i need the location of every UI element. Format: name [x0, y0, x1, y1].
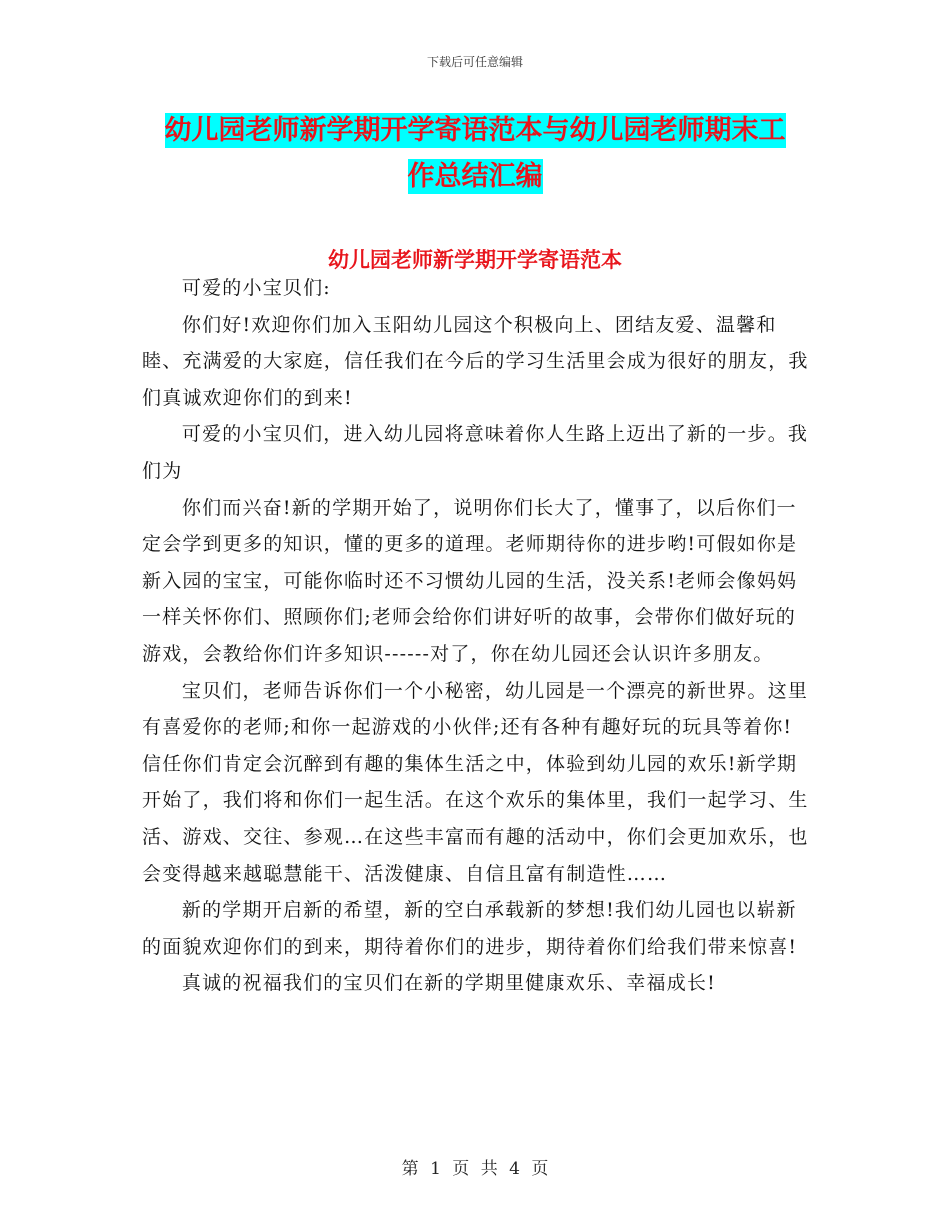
document-title	[140, 108, 810, 200]
page-number-footer: 第 1 页 共 4 页	[401, 1159, 549, 1179]
document-title-line-1: 幼儿园老师新学期开学寄语范本与幼儿园老师期末工	[164, 115, 786, 146]
paragraph-greeting: 可爱的小宝贝们:	[181, 277, 331, 299]
page-header-note: 下载后可任意编辑	[426, 55, 523, 69]
paragraph: 你们而兴奋!新的学期开始了，说明你们长大了，懂事了，以后你们一定会学到更多的知识，懂的更多的道理。老师期待你的进步哟!可假如你是新入园的宝宝，可能你临时还不习惯幼儿园的生活，没关系!老师会像妈妈一样关怀你们、照顾你们;老师会给你们讲好听的故事，会带你们做好玩的游戏，会教给你们许多知识------对了，你在幼儿园还会认识许多朋友。	[142, 496, 798, 665]
paragraph: 可爱的小宝贝们，进入幼儿园将意味着你人生路上迈出了新的一步。我们为	[142, 423, 809, 482]
section-title: 幼儿园老师新学期开学寄语范本	[328, 248, 622, 272]
document-title-line-2: 作总结汇编	[407, 161, 543, 192]
document-body	[142, 270, 812, 1002]
paragraph: 真诚的祝福我们的宝贝们在新的学期里健康欢乐、幸福成长!	[181, 972, 716, 995]
paragraph: 新的学期开启新的希望，新的空白承载新的梦想!我们幼儿园也以崭新的面貌欢迎你们的到来，期待着你们的进步，期待着你们给我们带来惊喜!	[142, 899, 798, 958]
paragraph: 宝贝们，老师告诉你们一个小秘密，幼儿园是一个漂亮的新世界。这里有喜爱你的老师;和你一起游戏的小伙伴;还有各种有趣好玩的玩具等着你!信任你们肯定会沉醉到有趣的集体生活之中，体验到幼儿园的欢乐!新学期开始了，我们将和你们一起生活。在这个欢乐的集体里，我们一起学习、生活、游戏、交往、参观…在这些丰富而有趣的活动中，你们会更加欢乐，也会变得越来越聪慧能干、活泼健康、自信且富有制造性……	[142, 679, 809, 885]
paragraph: 你们好!欢迎你们加入玉阳幼儿园这个积极向上、团结友爱、温馨和睦、充满爱的大家庭，信任我们在今后的学习生活里会成为很好的朋友，我们真诚欢迎你们的到来!	[142, 313, 809, 409]
